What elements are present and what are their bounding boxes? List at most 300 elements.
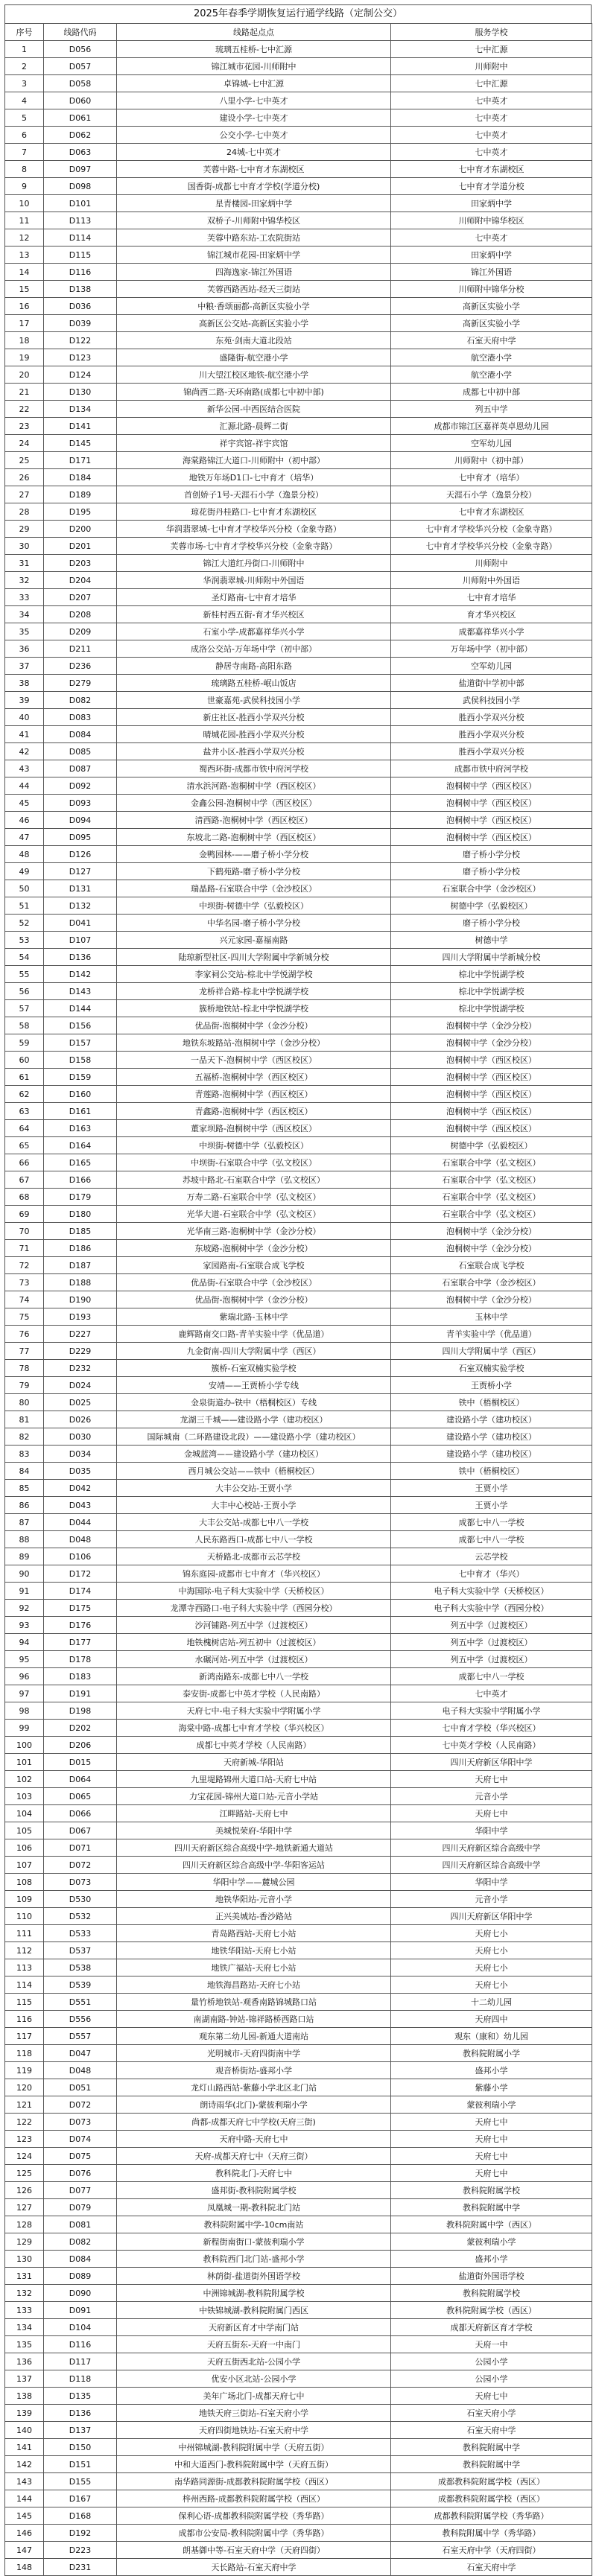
served-school: 空军幼儿园 xyxy=(391,435,592,452)
route-code: D134 xyxy=(44,401,117,418)
route-start: 锦尚西二路-天环南路(成都七中初中部) xyxy=(117,384,391,401)
table-row xyxy=(5,1411,592,1428)
row-no: 10 xyxy=(5,195,44,212)
row-no: 97 xyxy=(5,1685,44,1702)
route-start: 青岛路西站-天府七小站 xyxy=(117,1925,391,1942)
row-no: 11 xyxy=(5,212,44,229)
served-school: 石室联合成飞学校 xyxy=(391,1257,592,1274)
route-start: 卓锦城-七中汇源 xyxy=(117,75,391,92)
row-no: 139 xyxy=(5,2405,44,2422)
route-code: D079 xyxy=(44,2199,117,2216)
route-code: D198 xyxy=(44,1702,117,1720)
route-start: 九里堤路锦州大道口站-天府七中站 xyxy=(117,1771,391,1788)
route-code: D072 xyxy=(44,2096,117,2114)
route-code: D056 xyxy=(44,41,117,58)
served-school: 树德中学（弘毅校区） xyxy=(391,1137,592,1154)
route-start: 东坡路-泡桐树中学（金沙分校） xyxy=(117,1240,391,1257)
route-start: 地铁广福站-天府七小站 xyxy=(117,1959,391,1976)
route-code: D026 xyxy=(44,1411,117,1428)
served-school: 高新区实验小学 xyxy=(391,298,592,315)
route-code: D279 xyxy=(44,675,117,692)
table-row xyxy=(5,2319,592,2336)
served-school: 青羊实验中学（优品道） xyxy=(391,1326,592,1343)
route-start: 青鑫路-泡桐树中学（西区校区） xyxy=(117,1103,391,1120)
table-row xyxy=(5,1788,592,1805)
route-code: D097 xyxy=(44,161,117,178)
route-code: D066 xyxy=(44,1805,117,1822)
route-code: D094 xyxy=(44,812,117,829)
served-school: 天府一中 xyxy=(391,2336,592,2353)
table-row xyxy=(5,2079,592,2096)
table-row xyxy=(5,1463,592,1480)
route-start: 观音桥街站-盛邦小学 xyxy=(117,2062,391,2079)
table-row xyxy=(5,2268,592,2285)
served-school: 泡桐树中学（西区校区） xyxy=(391,1120,592,1137)
served-school: 华阳中学 xyxy=(391,1822,592,1839)
row-no: 8 xyxy=(5,161,44,178)
served-school: 成都七中八一学校 xyxy=(391,1514,592,1531)
served-school: 建设路小学（建功校区） xyxy=(391,1446,592,1463)
table-row xyxy=(5,452,592,469)
route-code: D047 xyxy=(44,2045,117,2062)
table-row xyxy=(5,2251,592,2268)
row-no: 53 xyxy=(5,932,44,949)
table-row xyxy=(5,1839,592,1857)
table-row xyxy=(5,127,592,144)
row-no: 120 xyxy=(5,2079,44,2096)
served-school: 七中育才东湖校区 xyxy=(391,161,592,178)
row-no: 98 xyxy=(5,1702,44,1720)
table-row xyxy=(5,555,592,572)
table-row xyxy=(5,2456,592,2473)
row-no: 5 xyxy=(5,109,44,127)
served-school: 泡桐树中学（西区校区） xyxy=(391,1103,592,1120)
table-row xyxy=(5,2370,592,2388)
route-start: 清西路-泡桐树中学（西区校区） xyxy=(117,812,391,829)
route-code: D090 xyxy=(44,2285,117,2302)
row-no: 4 xyxy=(5,92,44,109)
table-row xyxy=(5,2062,592,2079)
route-start: 华阳中学——麓城公园 xyxy=(117,1874,391,1891)
table-row xyxy=(5,503,592,521)
route-start: 龙湖三千城——建设路小学（建功校区） xyxy=(117,1411,391,1428)
row-no: 116 xyxy=(5,2011,44,2028)
table-row xyxy=(5,435,592,452)
table-row xyxy=(5,658,592,675)
route-start: 陆琼新型社区-四川大学附属中学新城分校 xyxy=(117,949,391,966)
row-no: 132 xyxy=(5,2285,44,2302)
route-code: D209 xyxy=(44,623,117,640)
row-no: 142 xyxy=(5,2456,44,2473)
served-school: 胜西小学双兴分校 xyxy=(391,709,592,726)
row-no: 28 xyxy=(5,503,44,521)
route-start: 凤凰城一期-教科院北门站 xyxy=(117,2199,391,2216)
route-start: 天长路站-石室天府中学 xyxy=(117,2559,391,2576)
table-row xyxy=(5,2285,592,2302)
served-school: 石室联合中学（弘文校区） xyxy=(391,1171,592,1189)
table-row xyxy=(5,2165,592,2182)
route-start: 南湖南路-钟站-锦祥路桥西路口站 xyxy=(117,2011,391,2028)
table-row xyxy=(5,109,592,127)
table-row xyxy=(5,880,592,897)
route-start: 天府五街西北站-公园小学 xyxy=(117,2353,391,2370)
route-code: D118 xyxy=(44,2370,117,2388)
route-start: 万寿二路-石室联合中学（弘文校区） xyxy=(117,1189,391,1206)
route-start: 优安小区北站-公园小学 xyxy=(117,2370,391,2388)
route-code: D206 xyxy=(44,1737,117,1754)
route-start: 天府七中-电子科大实验中学附属小学 xyxy=(117,1702,391,1720)
route-start: 东坡北二路-泡桐树中学（西区校区） xyxy=(117,829,391,846)
row-no: 89 xyxy=(5,1548,44,1565)
route-start: 四川天府新区综合高级中学-地铁新通大道站 xyxy=(117,1839,391,1857)
row-no: 77 xyxy=(5,1343,44,1360)
served-school: 泡桐树中学（西区校区） xyxy=(391,829,592,846)
route-start: 优品街-石室联合中学（金沙校区） xyxy=(117,1274,391,1291)
route-code: D091 xyxy=(44,2302,117,2319)
route-start: 鹿辉路南交口路-青羊实验中学（优品道） xyxy=(117,1326,391,1343)
table-row xyxy=(5,2559,592,2576)
route-code: D203 xyxy=(44,555,117,572)
table-row xyxy=(5,1583,592,1600)
table-row xyxy=(5,2233,592,2251)
served-school: 元音小学 xyxy=(391,1891,592,1908)
table-row xyxy=(5,247,592,264)
route-start: 中华名园-磨子桥小学分校 xyxy=(117,915,391,932)
route-code: D172 xyxy=(44,1565,117,1583)
row-no: 94 xyxy=(5,1634,44,1651)
table-row xyxy=(5,2439,592,2456)
route-start: 簇桥-石室双楠实验学校 xyxy=(117,1360,391,1377)
row-no: 102 xyxy=(5,1771,44,1788)
route-code: D115 xyxy=(44,247,117,264)
table-row xyxy=(5,623,592,640)
served-school: 教科院附属学校 xyxy=(391,2182,592,2199)
row-no: 127 xyxy=(5,2199,44,2216)
route-start: 琉璃五桂桥-七中汇源 xyxy=(117,41,391,58)
row-no: 101 xyxy=(5,1754,44,1771)
route-start: 朗基御中等-石室天府中学（天府四街） xyxy=(117,2542,391,2559)
route-code: D117 xyxy=(44,2353,117,2370)
served-school: 川师附中（初中部） xyxy=(391,452,592,469)
route-start: 金城蓝湾——建设路小学（建功校区） xyxy=(117,1446,391,1463)
row-no: 25 xyxy=(5,452,44,469)
table-row xyxy=(5,1805,592,1822)
route-code: D034 xyxy=(44,1446,117,1463)
route-code: D136 xyxy=(44,949,117,966)
route-code: D083 xyxy=(44,709,117,726)
route-code: D063 xyxy=(44,144,117,161)
served-school: 铁中（梧桐校区） xyxy=(391,1394,592,1411)
route-code: D191 xyxy=(44,1685,117,1702)
table-row xyxy=(5,1240,592,1257)
served-school: 天府七中 xyxy=(391,1771,592,1788)
route-code: D124 xyxy=(44,366,117,384)
route-start: 天府新城-华阳站 xyxy=(117,1754,391,1771)
served-school: 成都七中八一学校 xyxy=(391,1531,592,1548)
route-code: D071 xyxy=(44,1839,117,1857)
route-code: D231 xyxy=(44,2559,117,2576)
route-start: 教科院附属中学-10cm南站 xyxy=(117,2216,391,2233)
table-row xyxy=(5,1308,592,1326)
route-start: 保利心语-成都教科院附属学校（秀华路） xyxy=(117,2507,391,2525)
row-no: 9 xyxy=(5,178,44,195)
row-no: 30 xyxy=(5,538,44,555)
table-row xyxy=(5,949,592,966)
row-no: 92 xyxy=(5,1600,44,1617)
table-row xyxy=(5,264,592,281)
route-code: D167 xyxy=(44,2490,117,2507)
row-no: 19 xyxy=(5,349,44,366)
route-code: D533 xyxy=(44,1925,117,1942)
served-school: 成都市锦江区嘉祥英卓恩幼儿园 xyxy=(391,418,592,435)
table-row xyxy=(5,2525,592,2542)
row-no: 31 xyxy=(5,555,44,572)
served-school: 列五中学 xyxy=(391,401,592,418)
route-code: D185 xyxy=(44,1223,117,1240)
route-code: D200 xyxy=(44,521,117,538)
route-start: 新庄社区-胜西小学双兴分校 xyxy=(117,709,391,726)
route-code: D084 xyxy=(44,2251,117,2268)
served-school: 天府七中 xyxy=(391,2165,592,2182)
row-no: 119 xyxy=(5,2062,44,2079)
route-code: D179 xyxy=(44,1189,117,1206)
row-no: 128 xyxy=(5,2216,44,2233)
served-school: 元音小学 xyxy=(391,1788,592,1805)
row-no: 75 xyxy=(5,1308,44,1326)
served-school: 观东（康和）幼儿园 xyxy=(391,2028,592,2045)
served-school: 七中育才学校（华兴校区） xyxy=(391,1720,592,1737)
served-school: 石室双楠实验学校 xyxy=(391,1360,592,1377)
served-school: 教科院附属中学 xyxy=(391,2439,592,2456)
route-start: 锦江城市花园-川师附中 xyxy=(117,58,391,75)
route-code: D122 xyxy=(44,332,117,349)
route-start: 九金街南-四川大学附属中学（西区） xyxy=(117,1343,391,1360)
served-school: 铁中（梧桐校区） xyxy=(391,1463,592,1480)
served-school: 石室天府中学 xyxy=(391,2559,592,2576)
row-no: 2 xyxy=(5,58,44,75)
row-no: 114 xyxy=(5,1976,44,1994)
row-no: 34 xyxy=(5,606,44,623)
served-school: 四川天府新区综合高级中学 xyxy=(391,1857,592,1874)
table-row xyxy=(5,846,592,863)
row-no: 41 xyxy=(5,726,44,743)
table-row xyxy=(5,2336,592,2353)
row-no: 29 xyxy=(5,521,44,538)
route-start: 世豪嘉苑-武侯科技园小学 xyxy=(117,692,391,709)
route-code: D183 xyxy=(44,1668,117,1685)
route-code: D085 xyxy=(44,743,117,760)
route-start: 成洛公交站-万年场中学（初中部） xyxy=(117,640,391,658)
route-start: 地铁海昌路站-天府七小站 xyxy=(117,1976,391,1994)
row-no: 148 xyxy=(5,2559,44,2576)
served-school: 七中育才东湖校区 xyxy=(391,503,592,521)
route-code: D177 xyxy=(44,1634,117,1651)
route-code: D113 xyxy=(44,212,117,229)
served-school: 泡桐树中学（西区校区） xyxy=(391,777,592,795)
route-code: D075 xyxy=(44,2148,117,2165)
row-no: 18 xyxy=(5,332,44,349)
table-row xyxy=(5,1702,592,1720)
table-row xyxy=(5,2353,592,2370)
route-code: D043 xyxy=(44,1497,117,1514)
route-code: D030 xyxy=(44,1428,117,1446)
route-start: 紫瑞北路-玉林中学 xyxy=(117,1308,391,1326)
served-school: 教科院附属学校（西区） xyxy=(391,2302,592,2319)
table-row xyxy=(5,1343,592,1360)
route-code: D114 xyxy=(44,229,117,247)
route-start: 中洲锦城湖-教科院附属学校 xyxy=(117,2285,391,2302)
served-school: 成都市铁中府河学校 xyxy=(391,760,592,777)
table-row xyxy=(5,1394,592,1411)
route-code: D201 xyxy=(44,538,117,555)
row-no: 52 xyxy=(5,915,44,932)
table-row xyxy=(5,1189,592,1206)
row-no: 69 xyxy=(5,1206,44,1223)
served-school: 七中育才学校华兴分校（金象寺路） xyxy=(391,521,592,538)
route-code: D187 xyxy=(44,1257,117,1274)
route-start: 芙蓉西路西站-经天三街站 xyxy=(117,281,391,298)
table-row xyxy=(5,1685,592,1702)
route-start: 新鸿南路东-成都七中八一学校 xyxy=(117,1668,391,1685)
route-code: D141 xyxy=(44,418,117,435)
table-row xyxy=(5,281,592,298)
route-start: 天府五街东-天府一中南门 xyxy=(117,2336,391,2353)
route-start: 四海逸家-锦江外国语 xyxy=(117,264,391,281)
table-row xyxy=(5,229,592,247)
served-school: 王贾桥小学 xyxy=(391,1377,592,1394)
route-code: D192 xyxy=(44,2525,117,2542)
served-school: 四川天府新区综合高级中学 xyxy=(391,1839,592,1857)
route-code: D039 xyxy=(44,315,117,332)
route-start: 地铁天府三街站-石室天府小学 xyxy=(117,2405,391,2422)
served-school: 田家炳中学 xyxy=(391,247,592,264)
route-start: 琉璃路五桂桥-岷山饭店 xyxy=(117,675,391,692)
row-no: 123 xyxy=(5,2131,44,2148)
row-no: 137 xyxy=(5,2370,44,2388)
table-row xyxy=(5,2131,592,2148)
row-no: 147 xyxy=(5,2542,44,2559)
row-no: 73 xyxy=(5,1274,44,1291)
table-row xyxy=(5,640,592,658)
table-row xyxy=(5,75,592,92)
row-no: 23 xyxy=(5,418,44,435)
row-no: 47 xyxy=(5,829,44,846)
served-school: 成都七中初中部 xyxy=(391,384,592,401)
row-no: 70 xyxy=(5,1223,44,1240)
row-no: 87 xyxy=(5,1514,44,1531)
row-no: 108 xyxy=(5,1874,44,1891)
route-start: 地铁华阳站-天府七小站 xyxy=(117,1942,391,1959)
route-start: 大丰中心校站-王贾小学 xyxy=(117,1497,391,1514)
row-no: 48 xyxy=(5,846,44,863)
row-no: 84 xyxy=(5,1463,44,1480)
route-code: D537 xyxy=(44,1942,117,1959)
served-school: 高新区实验小学 xyxy=(391,315,592,332)
row-no: 85 xyxy=(5,1480,44,1497)
row-no: 109 xyxy=(5,1891,44,1908)
row-no: 57 xyxy=(5,1000,44,1017)
route-code: D151 xyxy=(44,2456,117,2473)
route-code: D058 xyxy=(44,75,117,92)
route-code: D180 xyxy=(44,1206,117,1223)
table-row xyxy=(5,1925,592,1942)
route-code: D062 xyxy=(44,127,117,144)
route-code: D195 xyxy=(44,503,117,521)
route-code: D123 xyxy=(44,349,117,366)
header-row xyxy=(5,24,592,41)
table-row xyxy=(5,1959,592,1976)
route-start: 星青楼园-田家炳中学 xyxy=(117,195,391,212)
table-row xyxy=(5,1497,592,1514)
table-row xyxy=(5,2542,592,2559)
table-row xyxy=(5,1154,592,1171)
served-school: 田家炳中学 xyxy=(391,195,592,212)
served-school: 成都教科院附属学校（西区） xyxy=(391,2473,592,2490)
route-start: 金鑫公园-泡桐树中学（西区校区） xyxy=(117,795,391,812)
row-no: 145 xyxy=(5,2507,44,2525)
route-start: 芙蓉市场-七中育才学校华兴分校（金象寺路） xyxy=(117,538,391,555)
table-row xyxy=(5,675,592,692)
route-code: D082 xyxy=(44,692,117,709)
route-start: 天府四街地铁站-石室天府中学 xyxy=(117,2422,391,2439)
served-school: 盛邦小学 xyxy=(391,2062,592,2079)
table-row xyxy=(5,863,592,880)
route-code: D087 xyxy=(44,760,117,777)
route-start: 祥宇宾馆-祥宇宾馆 xyxy=(117,435,391,452)
route-start: 金鸭园林-——磨子桥小学分校 xyxy=(117,846,391,863)
served-school: 十二幼儿园 xyxy=(391,1994,592,2011)
table-row xyxy=(5,726,592,743)
route-start: 国香街-成都七中育才学校(学道分校) xyxy=(117,178,391,195)
route-start: 量竹桥地铁站-观香南路锦城路口站 xyxy=(117,1994,391,2011)
route-start: 朗诗雨华(北门)-蒙彼利瑞小学 xyxy=(117,2096,391,2114)
served-school: 七中英才 xyxy=(391,127,592,144)
row-no: 39 xyxy=(5,692,44,709)
route-start: 水碾河站-列五中学（过渡校区） xyxy=(117,1651,391,1668)
route-code: D073 xyxy=(44,1874,117,1891)
route-start: 地铁东坡路站-泡桐树中学（金沙分校） xyxy=(117,1034,391,1052)
route-start: 美年广场北门-成都天府七中 xyxy=(117,2388,391,2405)
row-no: 146 xyxy=(5,2525,44,2542)
served-school: 七中育才（华兴） xyxy=(391,1565,592,1583)
served-school: 泡桐树中学（金沙分校） xyxy=(391,1240,592,1257)
served-school: 泡桐树中学（西区校区） xyxy=(391,812,592,829)
route-start: 石室小学-成都嘉祥华兴小学 xyxy=(117,623,391,640)
route-code: D539 xyxy=(44,1976,117,1994)
route-start: 中粮·香颂丽都-高新区实验小学 xyxy=(117,298,391,315)
route-code: D081 xyxy=(44,2216,117,2233)
route-code: D035 xyxy=(44,1463,117,1480)
served-school: 天府七中 xyxy=(391,1805,592,1822)
table-row xyxy=(5,709,592,726)
route-start: 清水浜河路-泡桐树中学（西区校区） xyxy=(117,777,391,795)
row-no: 95 xyxy=(5,1651,44,1668)
table-row xyxy=(5,1737,592,1754)
served-school: 石室联合中学（弘文校区） xyxy=(391,1154,592,1171)
route-start: 盛隆街-航空港小学 xyxy=(117,349,391,366)
row-no: 33 xyxy=(5,589,44,606)
table-row xyxy=(5,1291,592,1308)
route-code: D144 xyxy=(44,1000,117,1017)
row-no: 80 xyxy=(5,1394,44,1411)
route-start: 中海国际-电子科大实验中学（天桥校区） xyxy=(117,1583,391,1600)
route-start: 林荫街-盐道街外国语学校 xyxy=(117,2268,391,2285)
route-code: D126 xyxy=(44,846,117,863)
route-start: 东苑·剑南大道北段站 xyxy=(117,332,391,349)
table-row xyxy=(5,606,592,623)
header-start: 线路起点点 xyxy=(117,24,391,41)
row-no: 1 xyxy=(5,41,44,58)
